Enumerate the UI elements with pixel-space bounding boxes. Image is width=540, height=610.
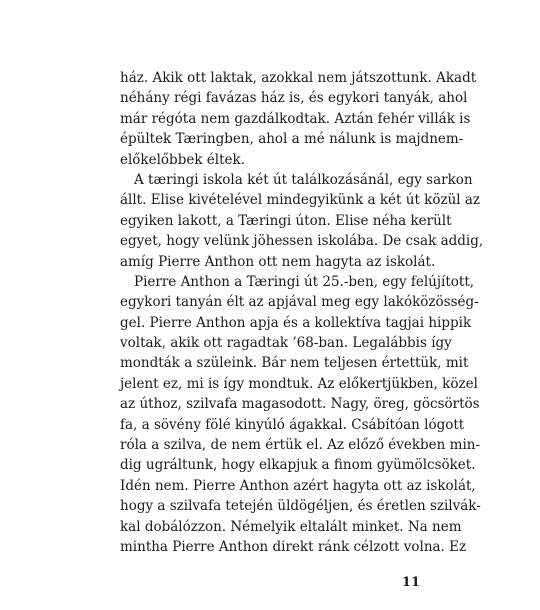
text-line: dig ugráltunk, hogy elkapjuk a finom gyümölcsöket. (120, 457, 476, 474)
text-line: egyet, hogy velünk jöhessen iskolába. De csak addig, (120, 233, 484, 250)
text-line: mintha Pierre Anthon direkt ránk célzott volna. Ez (120, 538, 467, 555)
text-line: előkelőbbek éltek. (120, 151, 245, 168)
text-line: jelent ez, mi is így mondtuk. Az előkertjükben, közel (120, 375, 478, 392)
text-line: épültek Tæringben, ahol a mé nálunk is majdnem- (120, 131, 464, 148)
text-line: gel. Pierre Anthon apja és a kollektíva tagjai hippik (120, 314, 472, 331)
text-line: az úthoz, szilvafa magasodott. Nagy, öreg, göcsörtös (120, 396, 480, 413)
text-line: A tæringi iskola két út találkozásánál, egy sarkon (134, 171, 473, 188)
text-line: voltak, akik ott ragadtak ’68-ban. Legalábbis így (120, 335, 452, 352)
text-line: ház. Akik ott laktak, azokkal nem játszottunk. Akadt (120, 70, 477, 86)
text-line: hogy a szilvafa tetején üldögéljen, és éretlen szilvák- (120, 498, 481, 515)
text-line: Pierre Anthon a Tæringi út 25.-ben, egy felújított, (134, 273, 475, 290)
page-number: 11 (401, 575, 420, 590)
text-line: kal dobálózzon. Némelyik eltalált minket. Na nem (120, 518, 462, 535)
body-text (120, 68, 484, 557)
text-line: már régóta nem gazdálkodtak. Aztán fehér villák is (120, 110, 471, 127)
text-line: amíg Pierre Anthon ott nem hagyta az iskolát. (120, 253, 436, 270)
text-line: róla a szilva, de nem értük el. Az előző években min- (120, 437, 481, 454)
text-line: fa, a sövény fölé kinyúló ágakkal. Csábítóan lógott (120, 416, 465, 433)
text-line: Idén nem. Pierre Anthon azért hagyta ott az iskolát, (120, 477, 476, 494)
text-line: egyiken lakott, a Tæringi úton. Elise néha került (120, 212, 452, 229)
text-line: mondták a szüleink. Bár nem teljesen értettük, mit (120, 355, 469, 372)
text-line: néhány régi favázas ház is, és egykori tanyák, ahol (120, 90, 468, 107)
text-line: egykori tanyán élt az apjával meg egy lakóközösség- (120, 294, 479, 311)
text-line: állt. Elise kivételével mindegyikünk a két út közül az (120, 192, 481, 209)
